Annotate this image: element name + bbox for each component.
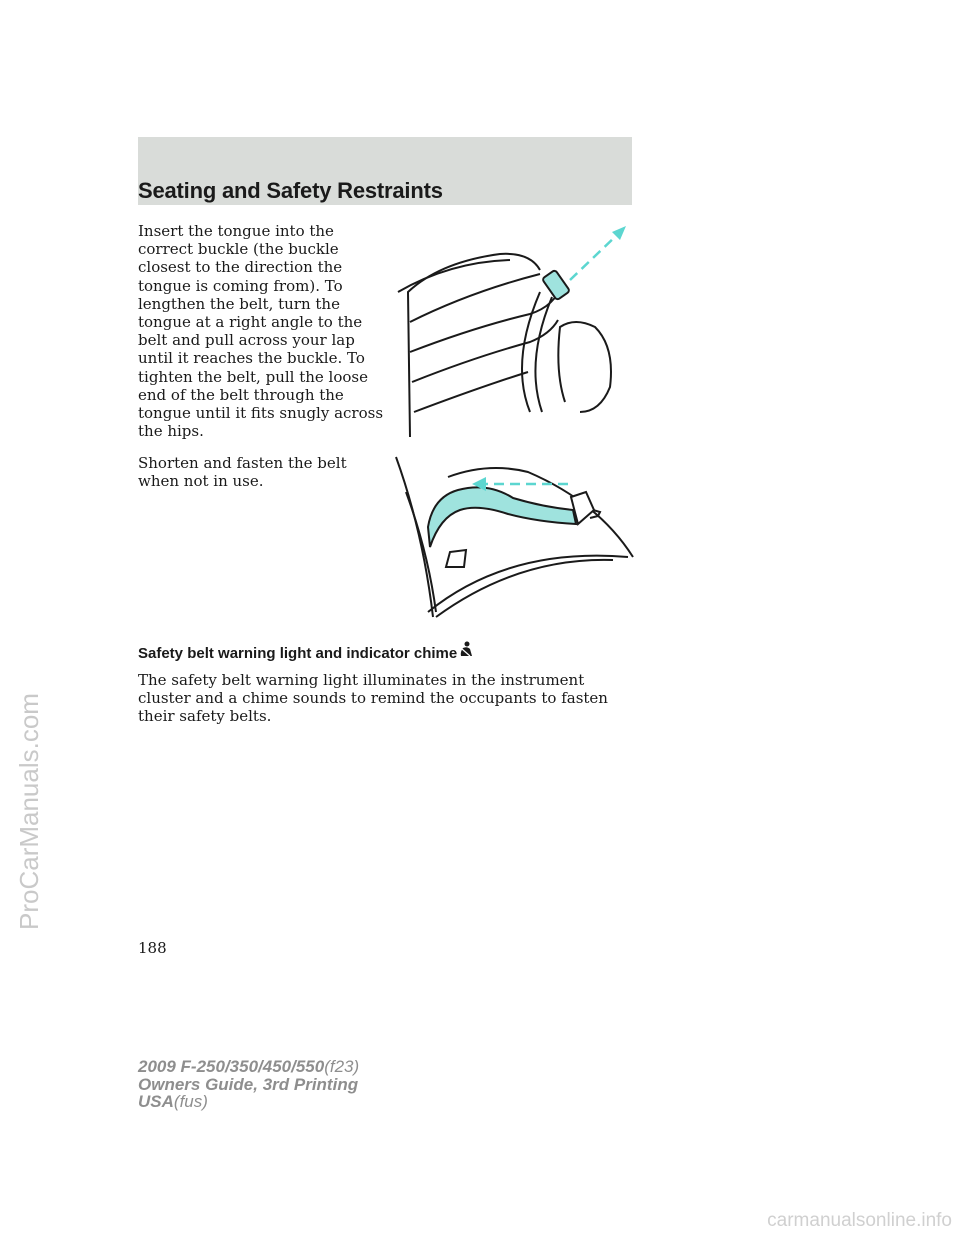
belt-strap xyxy=(428,487,576,547)
direction-arrow-head xyxy=(612,226,626,240)
paragraph-shorten-belt: Shorten and fasten the belt when not in use. xyxy=(138,454,347,491)
illustration-insert-tongue xyxy=(380,222,640,444)
footer-market: USA xyxy=(138,1092,174,1111)
direction-arrow-line xyxy=(570,234,618,280)
footer-model: 2009 F-250/350/450/550 xyxy=(138,1057,325,1076)
section-title: Seating and Safety Restraints xyxy=(138,178,443,203)
footer-guide-line: Owners Guide, 3rd Printing xyxy=(138,1074,359,1094)
document-footer xyxy=(138,1058,359,1111)
footer-model-code: (f23) xyxy=(324,1057,360,1076)
subheading-warning-light xyxy=(138,645,473,662)
side-watermark-text: ProCarManuals.com xyxy=(14,693,44,930)
subheading-text: Safety belt warning light and indicator chime xyxy=(138,645,458,662)
paragraph-insert-tongue: Insert the tongue into the correct buckle (the buckle closest to the direction the tongue is coming from). To lengthen the belt, turn the tongue at a right angle to the belt and pull across your lap until it reaches the buckle. To tighten the belt, pull the loose end of the belt through the tongue until it fits snugly across the hips. xyxy=(138,222,384,441)
page-number: 188 xyxy=(138,939,167,957)
bottom-watermark: carmanualsonline.info xyxy=(767,1210,952,1231)
seatbelt-person-icon xyxy=(459,641,473,659)
illustration-shorten-belt xyxy=(388,452,638,622)
side-watermark xyxy=(14,693,434,930)
footer-market-line xyxy=(138,1093,359,1111)
buckle-tongue xyxy=(542,270,570,300)
paragraph-warning-light: The safety belt warning light illuminates in the instrument cluster and a chime sounds to remind the occupants to fasten their safety belts. xyxy=(138,671,608,726)
footer-model-line xyxy=(138,1058,359,1076)
footer-market-code: (fus) xyxy=(173,1092,208,1111)
